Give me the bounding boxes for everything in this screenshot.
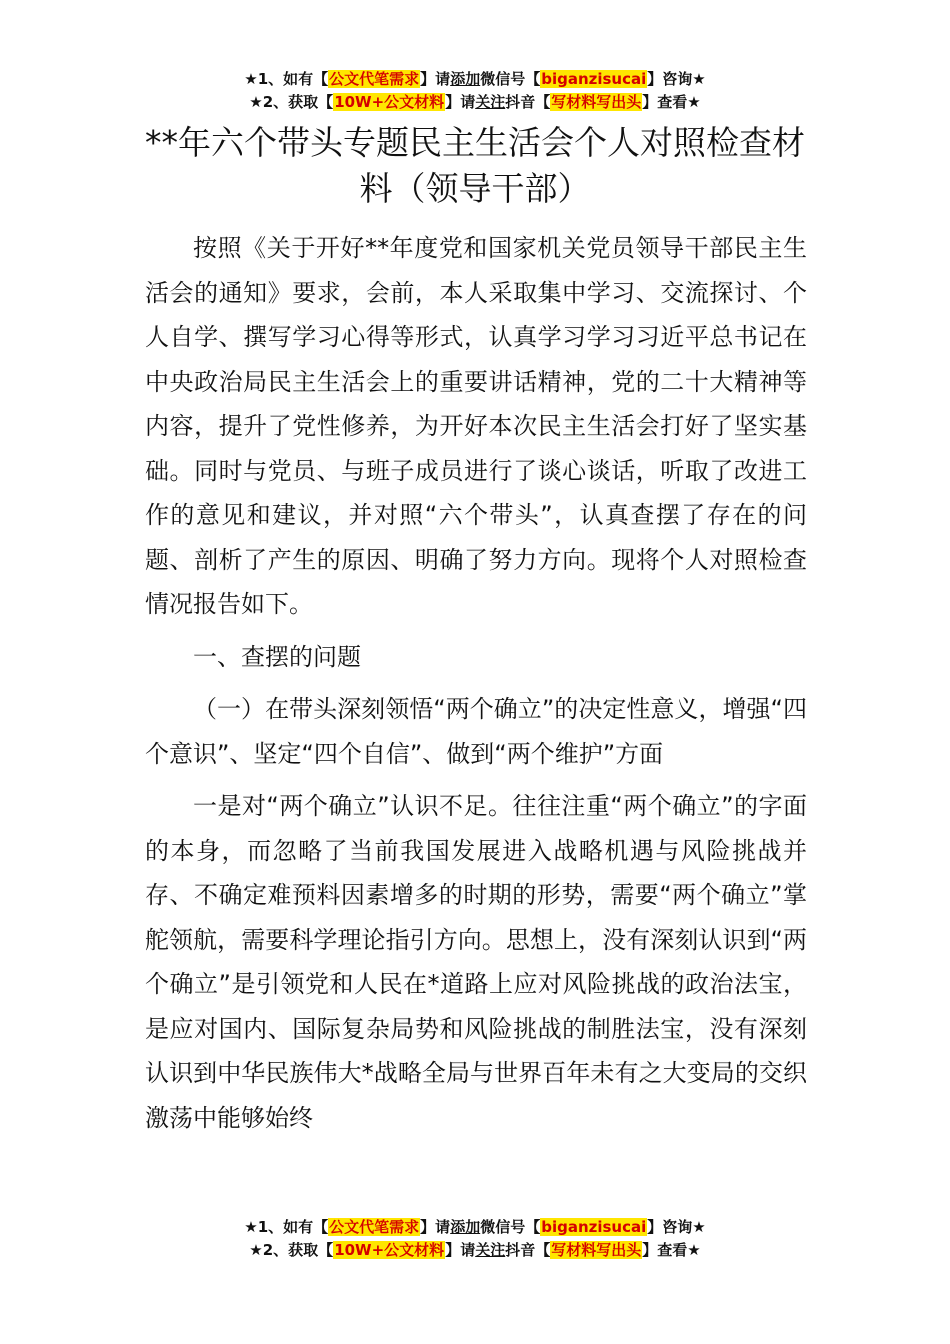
intro-paragraph: 按照《关于开好**年度党和国家机关党员领导干部民主生活会的通知》要求，会前，本人采取集中学习、交流探讨、个人自学、撰写学习心得等形式，认真学习学习习近平总书记在中央政治局民主生活会上的重要讲话精神，党的二十大精神等内容，提升了党性修养，为开好本次民主生活会打好了坚实基础。同时与党员、与班子成员进行了谈心谈话，听取了改进工作的意见和建议，并对照“六个带头”，认真查摆了存在的问题、剖析了产生的原因、明确了努力方向。现将个人对照检查情况报告如下。 bbox=[145, 234, 807, 618]
banner-text: 】咨询★ bbox=[647, 70, 706, 88]
banner-highlight: 10W+公文材料 bbox=[334, 93, 445, 111]
banner-text: ★1、如有【 bbox=[244, 1218, 329, 1236]
banner-line-2 bbox=[0, 91, 950, 114]
banner-underlined: 添加 bbox=[450, 70, 481, 88]
document-title: **年六个带头专题民主生活会个人对照检查材料（领导干部） bbox=[145, 123, 805, 208]
douyin-id-highlight: 写材料写出头 bbox=[551, 1241, 642, 1259]
banner-text: 】查看★ bbox=[642, 93, 701, 111]
wechat-id-highlight: biganzisucai bbox=[541, 1218, 647, 1236]
banner-underlined: 关注 bbox=[475, 93, 506, 111]
body-paragraph: 一是对“两个确立”认识不足。往往注重“两个确立”的字面的本身，而忽略了当前我国发展进入战略机遇与风险挑战并存、不确定难预料因素增多的时期的形势，需要“两个确立”掌舵领航，需要科学理论指引方向。思想上，没有深刻认识到“两个确立”是引领党和人民在*道路上应对风险挑战的政治法宝，是应对国内、国际复杂局势和风险挑战的制胜法宝，没有深刻认识到中华民族伟大*战略全局与世界百年未有之大变局的交织激荡中能够始终 bbox=[145, 792, 807, 1132]
subsection-heading: （一）在带头深刻领悟“两个确立”的决定性意义，增强“四个意识”、坚定“四个自信”、做到“两个维护”方面 bbox=[145, 695, 807, 768]
banner-text: 微信号【 bbox=[480, 1218, 541, 1236]
header-banner bbox=[0, 68, 950, 114]
banner-line-1 bbox=[0, 1216, 950, 1239]
banner-text: 】请 bbox=[445, 1241, 476, 1259]
banner-text: 】请 bbox=[420, 70, 451, 88]
banner-highlight: 10W+公文材料 bbox=[334, 1241, 445, 1259]
banner-line-1 bbox=[0, 68, 950, 91]
banner-line-2 bbox=[0, 1239, 950, 1262]
banner-highlight: 公文代笔需求 bbox=[329, 70, 420, 88]
banner-text: 抖音【 bbox=[505, 93, 551, 111]
banner-text: 微信号【 bbox=[480, 70, 541, 88]
banner-text: 】请 bbox=[420, 1218, 451, 1236]
banner-underlined: 关注 bbox=[475, 1241, 506, 1259]
document-body bbox=[145, 226, 807, 1140]
section-heading: 一、查摆的问题 bbox=[193, 642, 361, 671]
footer-banner bbox=[0, 1216, 950, 1262]
banner-text: 抖音【 bbox=[505, 1241, 551, 1259]
banner-text: 】查看★ bbox=[642, 1241, 701, 1259]
douyin-id-highlight: 写材料写出头 bbox=[551, 93, 642, 111]
banner-underlined: 添加 bbox=[450, 1218, 481, 1236]
banner-text: 】请 bbox=[445, 93, 476, 111]
banner-text: 】咨询★ bbox=[647, 1218, 706, 1236]
banner-text: ★2、获取【 bbox=[249, 93, 334, 111]
banner-text: ★1、如有【 bbox=[244, 70, 329, 88]
banner-highlight: 公文代笔需求 bbox=[329, 1218, 420, 1236]
banner-text: ★2、获取【 bbox=[249, 1241, 334, 1259]
wechat-id-highlight: biganzisucai bbox=[541, 70, 647, 88]
